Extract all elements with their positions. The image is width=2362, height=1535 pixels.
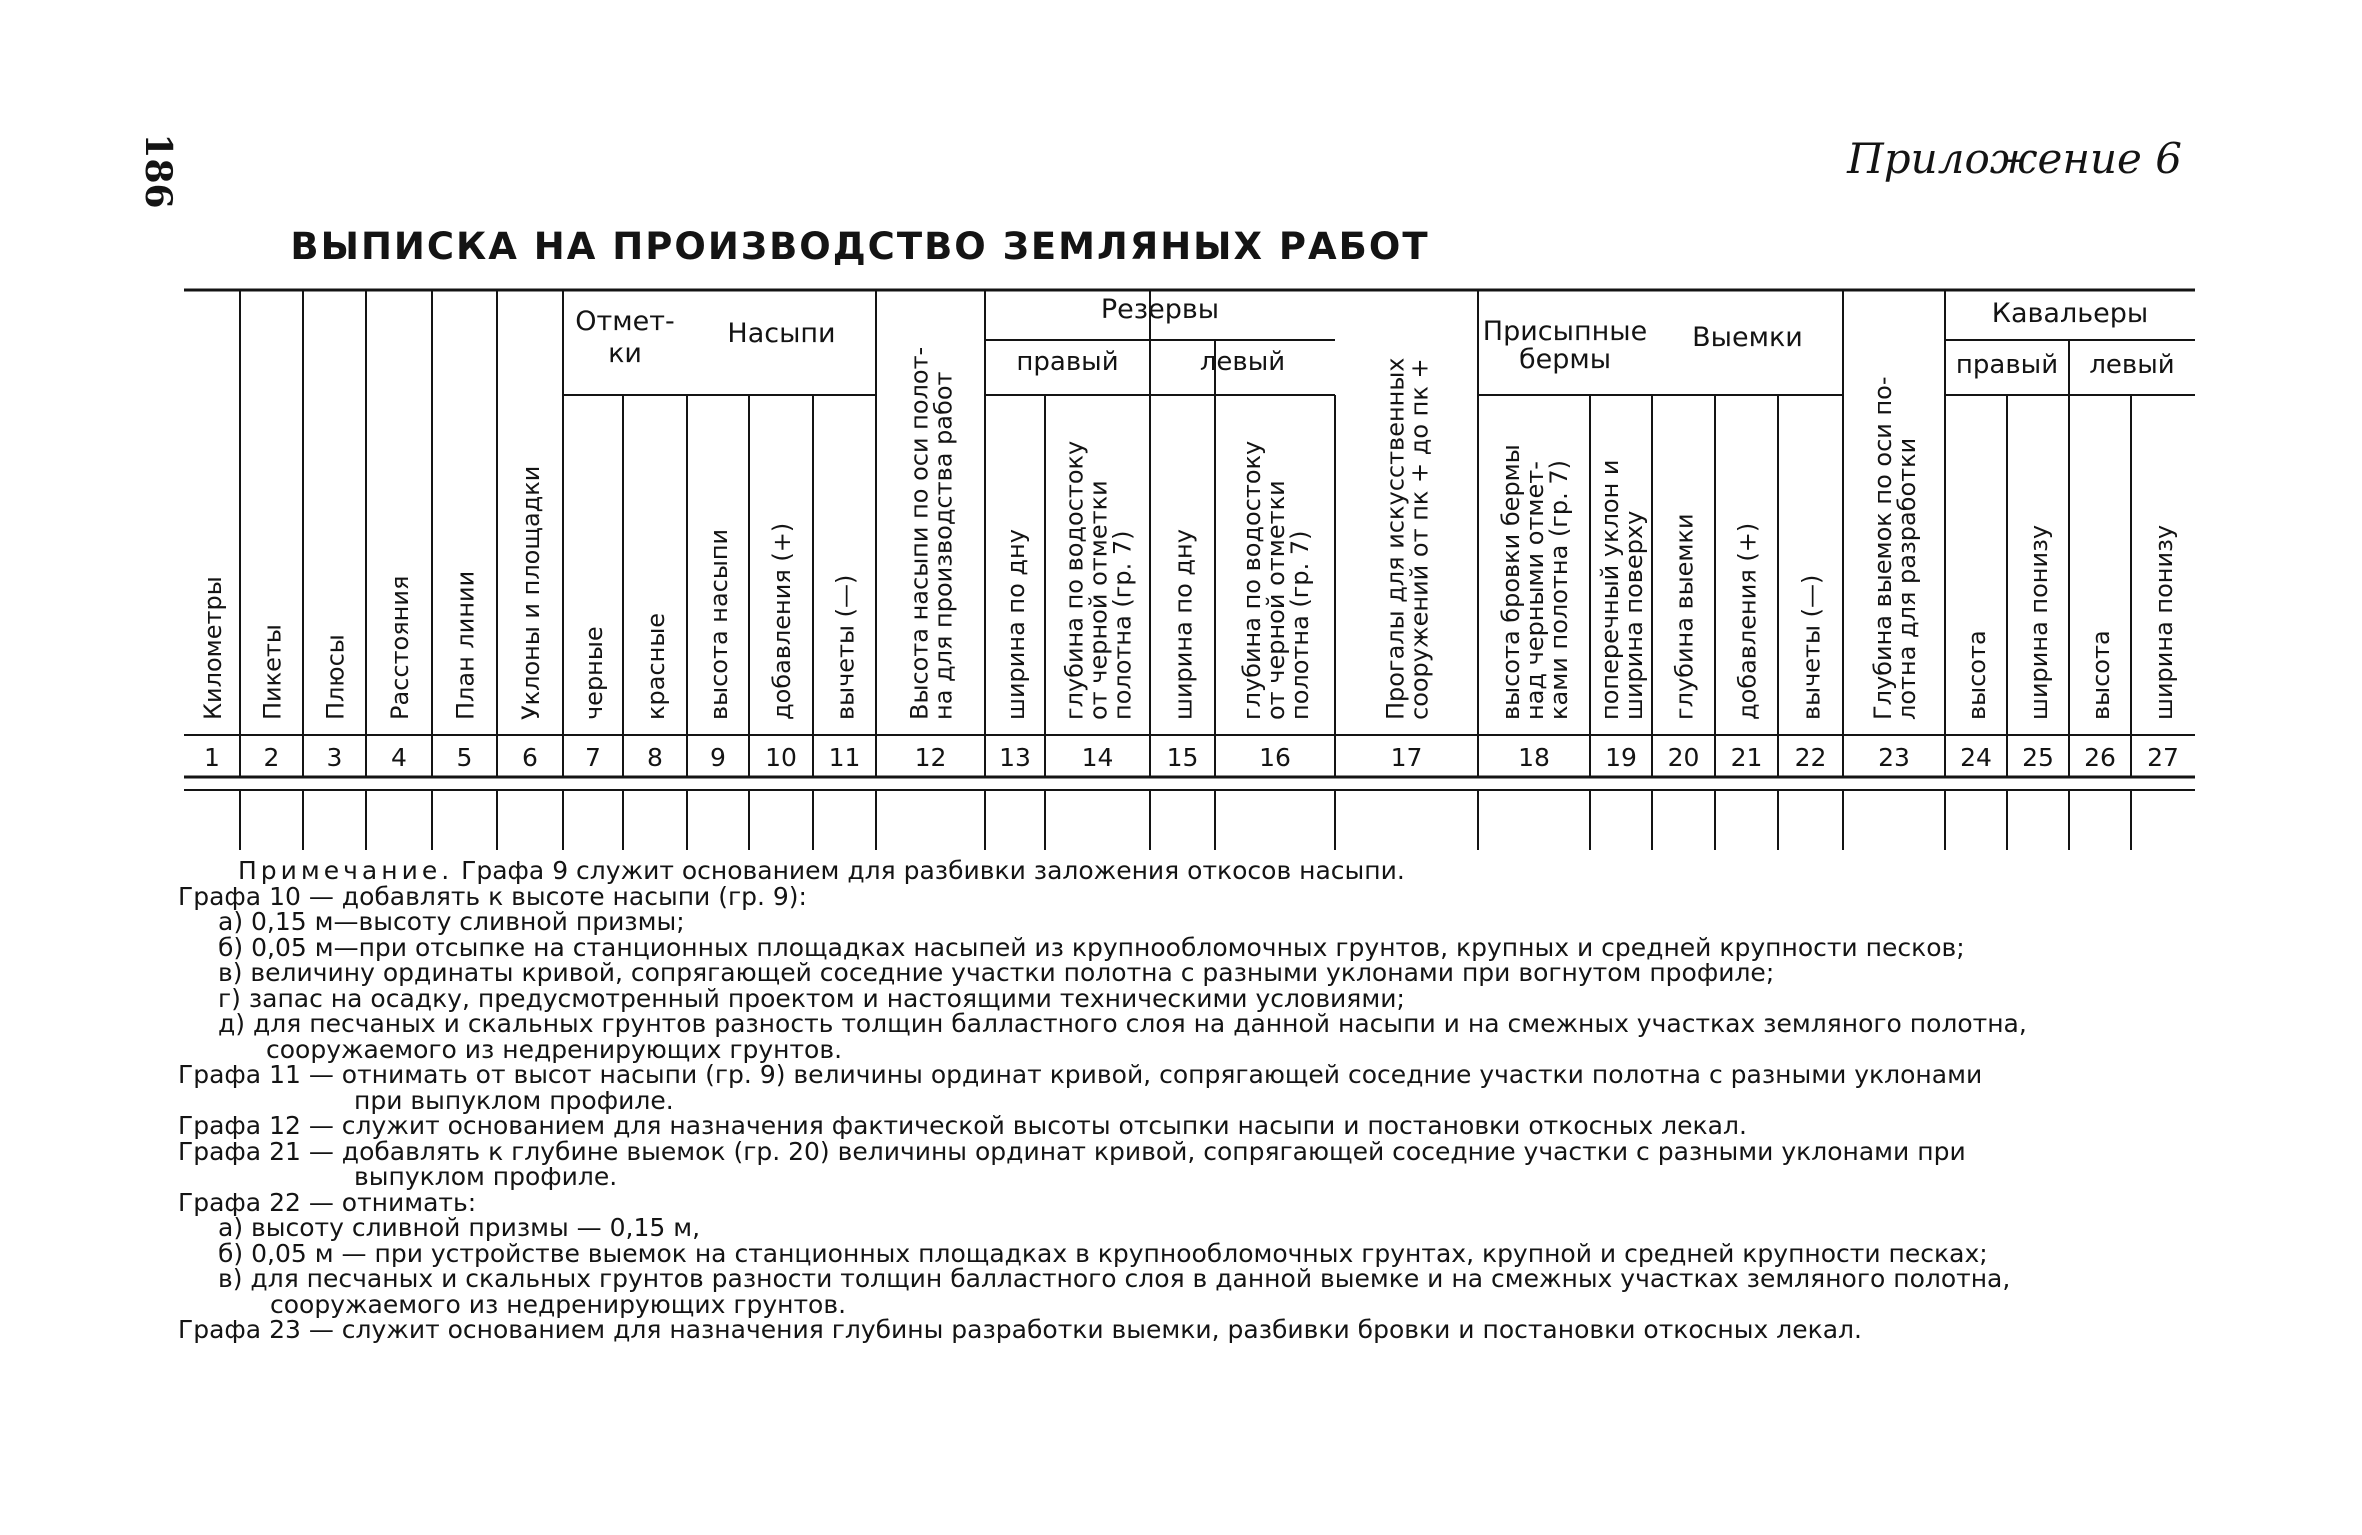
column-header-label: высота насыпи [705, 528, 733, 720]
column-number: 20 [1667, 743, 1700, 772]
note-line: выпуклом профиле. [354, 1162, 618, 1191]
note-line: сооружаемого из недренирующих грунтов. [266, 1034, 843, 1064]
document-title: ВЫПИСКА НА ПРОИЗВОДСТВО ЗЕМЛЯНЫХ РАБОТ [290, 225, 1430, 268]
column-number: 3 [326, 743, 343, 772]
note-line-text: Графа 9 служит основанием для разбивки заложения откосов насыпи. [461, 856, 1405, 885]
note-line: Графа 23 — служит основанием для назначения глубины разработки выемки, разбивки бровки и постановки откосных лекал. [178, 1315, 1862, 1344]
column-number: 4 [391, 743, 407, 772]
column-header-label: Километры [199, 576, 227, 720]
column-header-label: Уклоны и площадки [517, 465, 545, 720]
column-number: 11 [828, 743, 861, 772]
column-number: 22 [1794, 743, 1827, 772]
column-number: 21 [1730, 743, 1763, 772]
group-header-otmetki: Отмет- [575, 306, 675, 337]
column-header-label: от черной отметки [1262, 480, 1290, 720]
note-heading: Примечание. [238, 856, 454, 885]
group-header-nasypi: Насыпи [727, 318, 836, 349]
column-header-label: над черными отмет- [1521, 461, 1549, 720]
group-header-prisypnye: бермы [1518, 344, 1612, 375]
column-header-label: красные [642, 612, 670, 720]
column-header-label: Плюсы [321, 634, 350, 720]
group-header-kavaliery: Кавальеры [1991, 298, 2149, 329]
column-header-label: ширина по дну [1169, 529, 1198, 720]
column-number: 7 [585, 743, 601, 772]
note-line: в) величину ординаты кривой, сопрягающей соседние участки полотна с разными уклонами при вогнутом профиле; [218, 958, 1775, 987]
column-header-label: добавления (+) [1733, 522, 1762, 720]
column-header-label: добавления (+) [768, 522, 796, 720]
column-header-label: ширина по дну [1002, 529, 1030, 720]
notes-block [178, 858, 2198, 1343]
subgroup-header-left: левый [2089, 350, 2175, 380]
note-line: сооружаемого из недренирующих грунтов. [270, 1289, 847, 1319]
column-number: 27 [2147, 743, 2179, 772]
column-header-label: сооружений от пк + до пк + [1405, 358, 1434, 720]
column-header-label: ширина понизу [2025, 524, 2053, 720]
column-number: 25 [2022, 743, 2054, 772]
group-header-prisypnye: Присыпные [1482, 316, 1648, 347]
column-header-label: Расстояния [386, 575, 414, 720]
note-line: в) для песчаных и скальных грунтов разности толщин балластного слоя в данной выемке и на смежных участках земляного полотна, [218, 1264, 2011, 1293]
note-line: а) высоту сливной призмы — 0,15 м, [218, 1213, 701, 1242]
column-header-label: глубина по водостоку [1060, 440, 1089, 720]
subgroup-header-right: правый [1016, 347, 1119, 377]
column-header-label: План линии [451, 570, 480, 720]
column-header-label: вычеты (—) [1797, 574, 1826, 720]
column-number: 26 [2084, 743, 2116, 772]
column-number: 19 [1605, 743, 1637, 772]
column-number: 24 [1960, 743, 1992, 772]
column-number: 13 [999, 743, 1031, 772]
note-line: Графа 12 — служит основанием для назначения фактической высоты отсыпки насыпи и постановки откосных лекал. [178, 1111, 1747, 1140]
column-header-label: высота [2087, 630, 2115, 720]
column-header-label: глубина выемки [1670, 513, 1699, 720]
note-line: б) 0,05 м — при устройстве выемок на станционных площадках в крупнообломочных грунтах, крупной и средней крупности песках; [218, 1238, 1988, 1268]
column-header-label: Глубина выемок по оси по- [1869, 376, 1897, 720]
column-header-label: черные [580, 626, 608, 720]
column-header-label: от черной отметки [1084, 480, 1113, 720]
note-line: г) запас на осадку, предусмотренный проектом и настоящими техническими условиями; [218, 983, 1405, 1013]
column-number: 8 [647, 743, 663, 772]
group-header-rezervy: Резервы [1100, 294, 1220, 325]
column-header-label: на для производства работ [929, 371, 958, 720]
column-number: 16 [1259, 743, 1291, 772]
column-number: 6 [522, 743, 538, 772]
note-line: д) для песчаных и скальных грунтов разность толщин балластного слоя на данной насыпи и на смежных участках земляного полотна, [218, 1009, 2027, 1038]
note-line: а) 0,15 м—высоту сливной призмы; [218, 907, 685, 936]
column-header-label: ширина понизу [2150, 524, 2178, 720]
column-header-label: ширина поверху [1620, 510, 1648, 720]
column-header-label: полотна (гр. 7) [1108, 530, 1137, 720]
note-line: при выпуклом профиле. [354, 1085, 674, 1115]
column-number: 18 [1518, 743, 1550, 772]
column-header-label: ками полотна (гр. 7) [1545, 459, 1573, 720]
column-header-label: глубина по водостоку [1238, 440, 1266, 720]
column-number: 5 [456, 743, 473, 772]
column-number: 15 [1166, 743, 1199, 772]
column-number: 9 [710, 743, 726, 772]
column-header-label: полотна (гр. 7) [1286, 530, 1314, 720]
note-line: Графа 10 — добавлять к высоте насыпи (гр. 9): [178, 881, 807, 911]
note-line: Графа 22 — отнимать: [178, 1187, 477, 1217]
subgroup-header-left: левый [1199, 347, 1286, 377]
column-header-label: Пикеты [258, 624, 287, 720]
column-number: 1 [204, 743, 220, 772]
column-number: 23 [1878, 743, 1910, 772]
column-number: 14 [1081, 743, 1114, 772]
subgroup-header-right: правый [1955, 350, 2059, 380]
note-line: Графа 11 — отнимать от высот насыпи (гр. 9) величины ординат кривой, сопрягающей соседние участки полотна с разными уклонами [178, 1060, 1983, 1089]
column-header-label: высота [1963, 630, 1991, 720]
column-number: 12 [914, 743, 947, 772]
column-header-label: лотна для разработки [1893, 437, 1921, 720]
group-header-otmetki: ки [608, 338, 642, 369]
note-line: б) 0,05 м—при отсыпке на станционных площадках насыпей из крупнообломочных грунтов, крупных и средней крупности песков; [218, 932, 1965, 962]
column-header-label: Высота насыпи по оси полот- [905, 346, 934, 720]
column-header-label: вычеты (—) [831, 574, 860, 720]
column-header-label: поперечный уклон и [1596, 459, 1624, 720]
note-line: Графа 21 — добавлять к глубине выемок (гр. 20) величины ординат кривой, сопрягающей соседние участки с разными уклонами при [178, 1136, 1966, 1166]
column-number: 17 [1390, 743, 1423, 772]
appendix-label: Приложение 6 [1847, 134, 2182, 183]
page-number: 186 [137, 133, 179, 209]
column-number: 2 [263, 743, 280, 772]
column-header-label: Прогалы для искусственных [1381, 357, 1410, 720]
note-line [238, 858, 2198, 884]
column-header-label: высота бровки бермы [1497, 444, 1525, 720]
group-header-vyemki: Выемки [1692, 322, 1803, 353]
column-number: 10 [765, 743, 797, 772]
